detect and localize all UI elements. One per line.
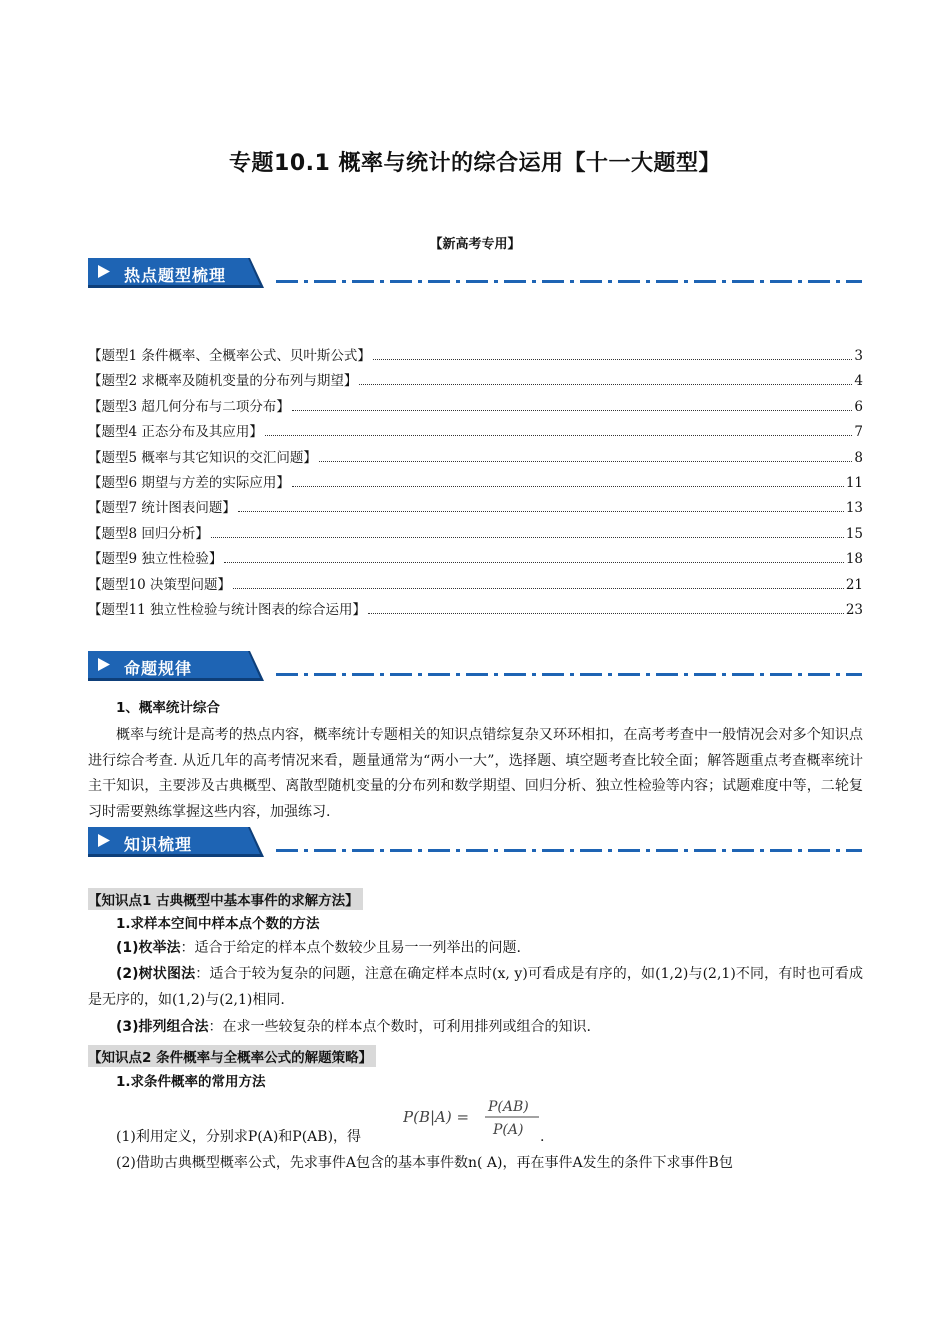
- page-subtitle: 【新高考专用】: [429, 237, 521, 252]
- method-label: (3)排列组合法: [116, 1019, 209, 1035]
- toc-item[interactable]: [88, 471, 863, 496]
- formula-lhs: P(B|A) =: [403, 1108, 470, 1126]
- banner-label: 热点题型梳理: [124, 266, 227, 285]
- toc-item[interactable]: [88, 547, 863, 572]
- toc-item-title: 【题型3 超几何分布与二项分布】: [88, 398, 290, 415]
- banner-label: 知识梳理: [124, 835, 193, 854]
- toc-item[interactable]: [88, 598, 863, 623]
- toc-dot-leader: [373, 358, 853, 360]
- kp2-line-1-text: (1)利用定义，分别求P(A)和P(AB)，得: [116, 1129, 362, 1145]
- knowledge-point-2-heading: 【知识点2 条件概率与全概率公式的解题策略】: [88, 1045, 376, 1067]
- toc-dot-leader: [292, 485, 844, 487]
- knowledge-point-1-heading: 【知识点1 古典概型中基本事件的求解方法】: [88, 888, 363, 910]
- toc-item[interactable]: [88, 522, 863, 547]
- method-text: ：适合于较为复杂的问题，注意在确定样本点时(x, y)可看成是有序的，如(1,2)与(2,1)不同，有时也可看成是无序的，如(1,2)与(2,1)相同.: [88, 966, 863, 1008]
- kp1-method-2: [88, 961, 863, 1013]
- toc-dot-leader: [233, 587, 844, 589]
- toc-item-title: 【题型4 正态分布及其应用】: [88, 424, 263, 441]
- toc-item-page: 21: [845, 576, 863, 593]
- toc-dot-leader: [292, 409, 853, 411]
- method-label: (2)树状图法: [116, 966, 196, 982]
- toc-item-title: 【题型9 独立性检验】: [88, 551, 223, 568]
- rules-heading: 1、概率统计综合: [116, 700, 220, 716]
- toc-dot-leader: [224, 561, 843, 563]
- toc-item-page: 15: [845, 525, 863, 542]
- toc-item[interactable]: [88, 573, 863, 598]
- kp1-method-1: [88, 937, 891, 959]
- toc-dot-leader: [265, 434, 853, 436]
- kp1-method-3: [88, 1016, 891, 1038]
- toc-item-page: 6: [854, 398, 863, 415]
- toc-item-title: 【题型7 统计图表问题】: [88, 500, 236, 517]
- toc-item-title: 【题型10 决策型问题】: [88, 576, 231, 593]
- toc-item-page: 18: [845, 551, 863, 568]
- table-of-contents: [88, 344, 863, 623]
- section-banner-rules: [88, 651, 863, 685]
- toc-item[interactable]: [88, 496, 863, 521]
- toc-item-title: 【题型8 回归分析】: [88, 525, 209, 542]
- method-text: ：在求一些较复杂的样本点个数时，可利用排列或组合的知识.: [208, 1019, 591, 1035]
- toc-item-title: 【题型2 求概率及随机变量的分布列与期望】: [88, 373, 358, 390]
- page-title: 专题10.1 概率与统计的综合运用【十一大题型】: [229, 151, 721, 176]
- toc-item-page: 13: [845, 500, 863, 517]
- toc-item-title: 【题型1 条件概率、全概率公式、贝叶斯公式】: [88, 348, 371, 364]
- banner-label: 命题规律: [124, 659, 193, 678]
- toc-item[interactable]: [88, 369, 863, 394]
- toc-dot-leader: [238, 510, 844, 512]
- kp2-line-1-end: .: [540, 1129, 545, 1145]
- toc-item-page: 23: [845, 601, 863, 618]
- banner-dash-line: [276, 280, 862, 283]
- toc-item-title: 【题型5 概率与其它知识的交汇问题】: [88, 449, 317, 466]
- formula-denominator: P(A): [493, 1122, 524, 1138]
- kp2-line-2: (2)借助古典概型概率公式，先求事件A包含的基本事件数n( A)，再在事件A发生的条件下求事件B包: [116, 1155, 733, 1171]
- banner-dash-line: [276, 673, 862, 676]
- banner-dash-line: [276, 849, 862, 852]
- toc-dot-leader: [368, 612, 844, 614]
- toc-item[interactable]: [88, 344, 863, 369]
- toc-item-page: 3: [854, 348, 863, 364]
- toc-dot-leader: [359, 383, 852, 385]
- kp2-line-1: [88, 1126, 891, 1148]
- toc-item-title: 【题型11 独立性检验与统计图表的综合运用】: [88, 601, 366, 618]
- toc-item-title: 【题型6 期望与方差的实际应用】: [88, 474, 290, 491]
- toc-item-page: 8: [854, 449, 863, 466]
- toc-item-page: 7: [854, 424, 863, 441]
- method-label: (1)枚举法: [116, 940, 181, 956]
- banner-tab: [88, 258, 264, 288]
- toc-item[interactable]: [88, 446, 863, 471]
- toc-dot-leader: [211, 536, 844, 538]
- rules-body: 概率与统计是高考的热点内容，概率统计专题相关的知识点错综复杂又环环相扣，在高考考查中一般情况会对多个知识点进行综合考查. 从近几年的高考情况来看，题量通常为“两小一大”，选择题、填空题考查比较全面；解答题重点考查概率统计主干知识，主要涉及古典概型、离散型随机变量的分布列和数学期望、回归分析、独立性检验等内容；试题难度中等，二轮复习时需要熟练掌握这些内容，加强练习.: [88, 727, 863, 820]
- toc-item[interactable]: [88, 420, 863, 445]
- section-banner-hot: [88, 258, 863, 292]
- method-text: ：适合于给定的样本点个数较少且易一一列举出的问题.: [180, 940, 521, 956]
- toc-item[interactable]: [88, 395, 863, 420]
- toc-dot-leader: [319, 460, 853, 462]
- toc-item-page: 11: [845, 474, 863, 491]
- formula-numerator: P(AB): [488, 1099, 529, 1115]
- kp1-subheading: 1.求样本空间中样本点个数的方法: [116, 916, 320, 932]
- section-banner-knowledge: [88, 827, 863, 861]
- toc-item-page: 4: [854, 373, 863, 390]
- kp2-subheading: 1.求条件概率的常用方法: [116, 1074, 266, 1090]
